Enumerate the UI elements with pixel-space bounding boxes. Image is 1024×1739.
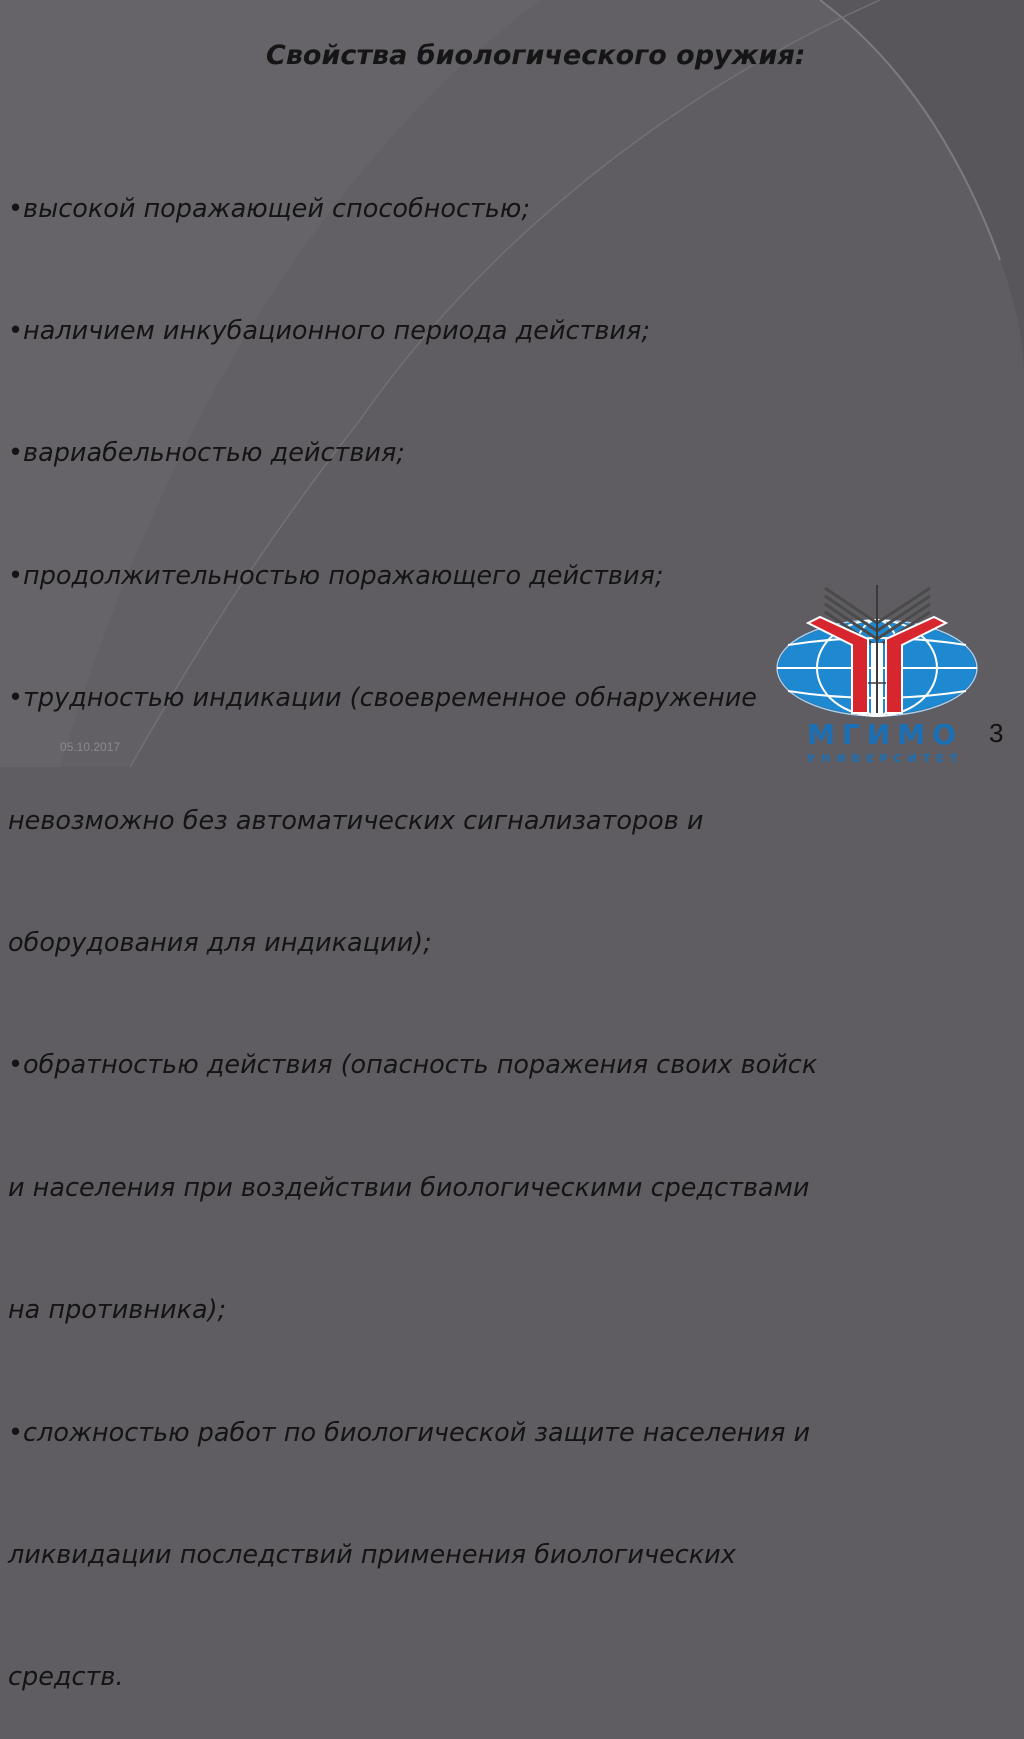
logo-name: МГИМО — [807, 718, 963, 751]
list-item: •высокой поражающей способностью; — [8, 193, 530, 224]
slide-title: Свойства биологического оружия: — [266, 40, 806, 71]
logo-subtitle: УНИВЕРСИТЕТ — [806, 752, 964, 765]
list-item: ликвидации последствий применения биологических — [8, 1539, 736, 1570]
list-item: •сложностью работ по биологической защите населения и — [8, 1417, 811, 1448]
list-item: •продолжительностью поражающего действия; — [8, 560, 664, 591]
list-item: невозможно без автоматических сигнализаторов и — [8, 805, 704, 836]
list-item: •обратностью действия (опасность поражения своих войск — [8, 1050, 818, 1081]
list-item: оборудования для индикации); — [8, 927, 432, 958]
slide-date: 05.10.2017 — [60, 740, 121, 754]
list-item: на противника); — [8, 1295, 227, 1326]
slide-number: 3 — [989, 718, 1004, 748]
list-item: •вариабельностью действия; — [8, 438, 405, 469]
list-item: средств. — [8, 1662, 124, 1693]
property-list — [8, 107, 1008, 1739]
list-item: •трудностью индикации (своевременное обнаружение — [8, 683, 757, 714]
list-item: •наличием инкубационного периода действия; — [8, 315, 650, 346]
list-item: и населения при воздействии биологическими средствами — [8, 1172, 810, 1203]
